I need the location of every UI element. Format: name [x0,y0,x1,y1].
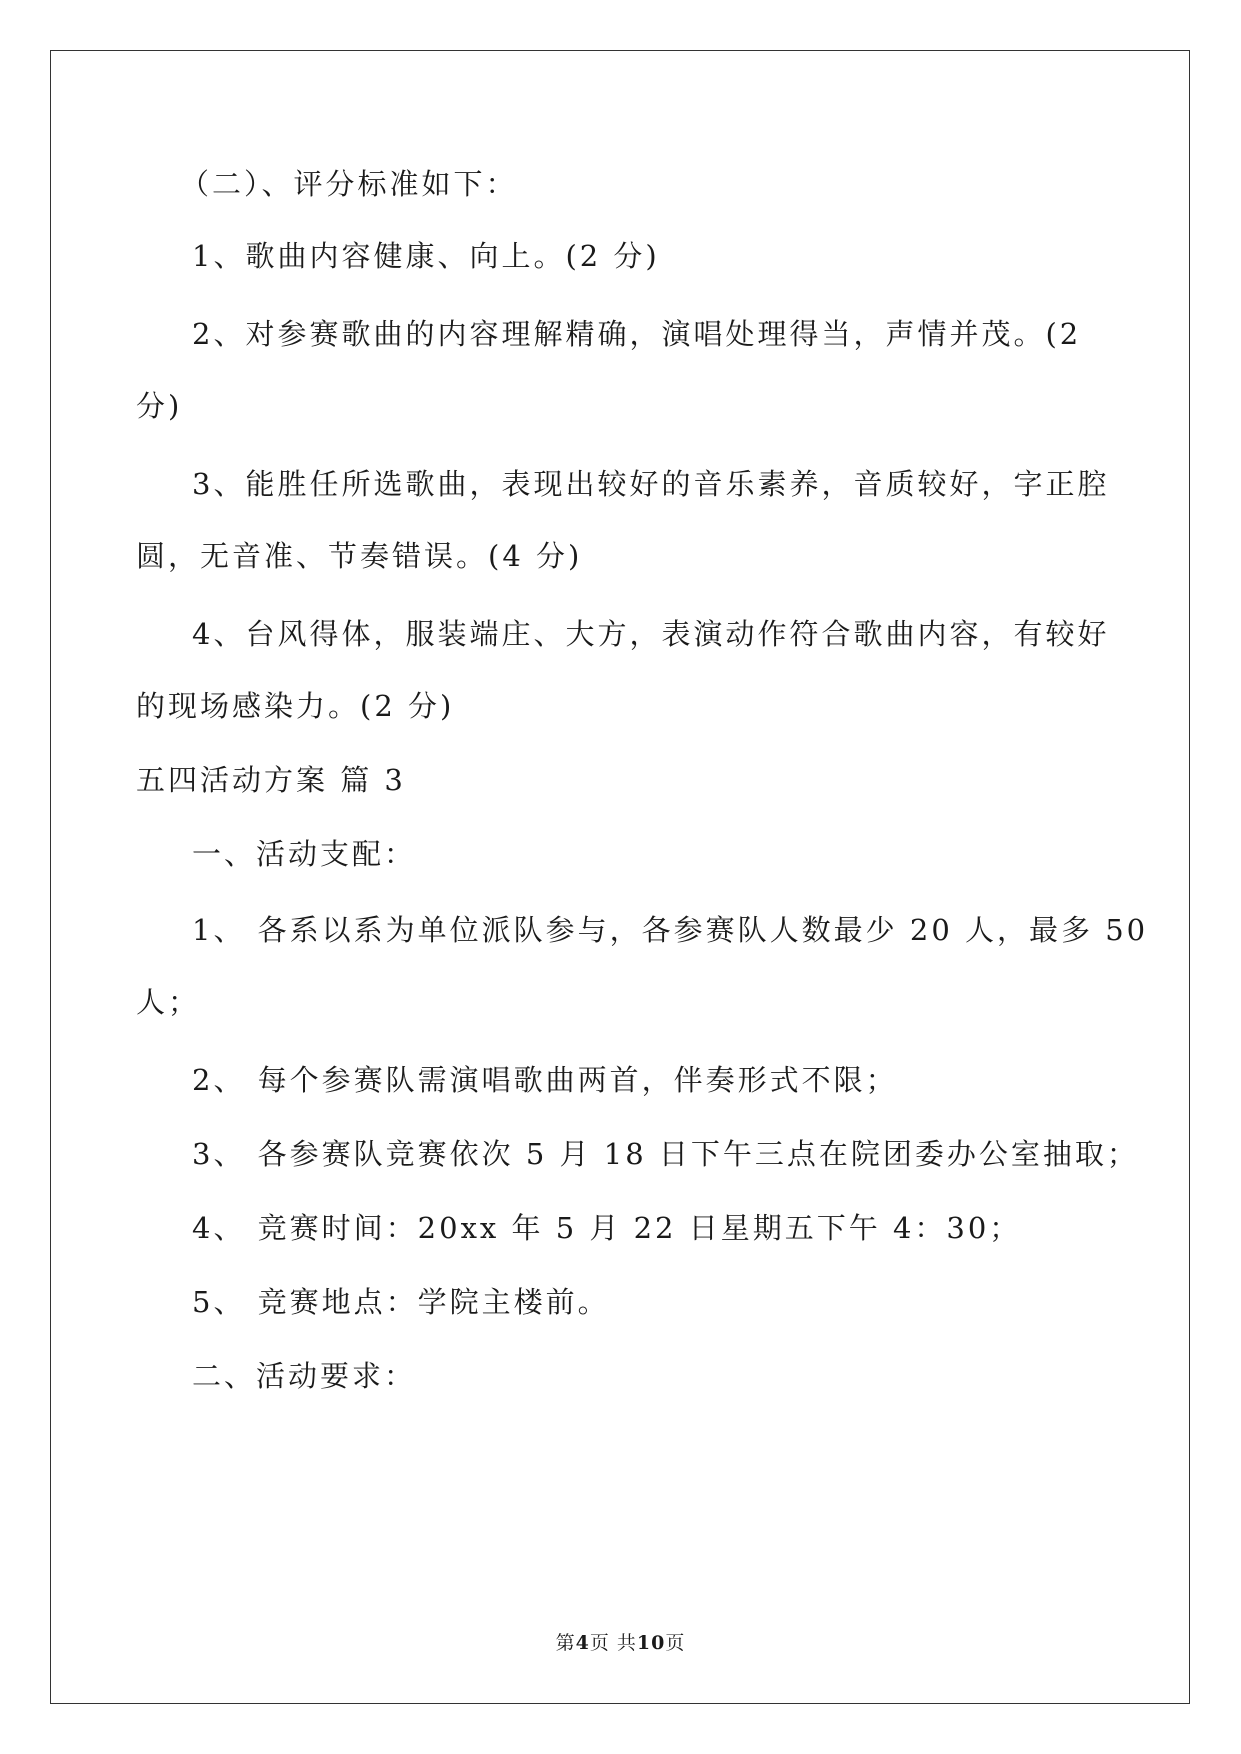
section-heading-arrangement: 一、活动支配： [192,837,417,871]
footer-mid: 页 共 [589,1632,637,1654]
scoring-item-4: 4、台风得体，服装端庄、大方，表演动作符合歌曲内容，有较好 [192,617,1110,651]
footer-total-pages: 10 [636,1632,666,1654]
scoring-item-3: 3、能胜任所选歌曲，表现出较好的音乐素养，音质较好，字正腔 [192,467,1110,501]
section-heading-requirements: 二、活动要求： [192,1359,417,1393]
scoring-item-3-cont: 圆，无音准、节奏错误。(4 分) [136,539,583,573]
page-footer [0,1628,1241,1655]
footer-page-number: 4 [575,1632,590,1654]
arrangement-item-5: 5、 竞赛地点：学院主楼前。 [192,1285,610,1319]
chapter-title: 五四活动方案 篇 3 [136,763,406,797]
arrangement-item-1: 1、 各系以系为单位派队参与，各参赛队人数最少 20 人，最多 50 [192,913,1149,947]
footer-prefix: 第 [555,1632,576,1654]
scoring-item-4-cont: 的现场感染力。(2 分) [136,689,455,723]
arrangement-item-3: 3、 各参赛队竞赛依次 5 月 18 日下午三点在院团委办公室抽取； [192,1137,1139,1171]
arrangement-item-2: 2、 每个参赛队需演唱歌曲两首，伴奏形式不限； [192,1063,898,1097]
arrangement-item-1-cont: 人； [136,985,201,1019]
scoring-item-2: 2、对参赛歌曲的内容理解精确，演唱处理得当，声情并茂。(2 [192,317,1082,351]
arrangement-item-4: 4、 竞赛时间：20xx 年 5 月 22 日星期五下午 4：30； [192,1211,1022,1245]
scoring-item-2-cont: 分) [136,389,183,423]
page-border [50,50,1190,1704]
footer-suffix: 页 [665,1632,686,1654]
section-heading-scoring: （二）、评分标准如下： [180,167,518,201]
scoring-item-1: 1、歌曲内容健康、向上。(2 分) [192,239,660,273]
